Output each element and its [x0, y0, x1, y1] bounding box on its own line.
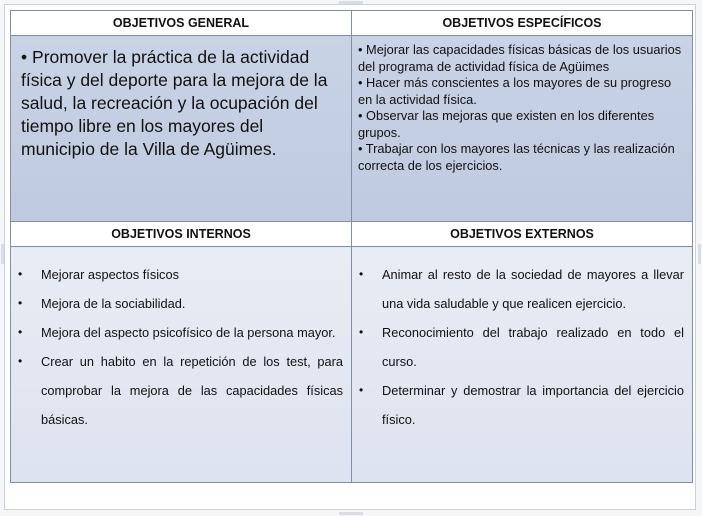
- resize-handle-top[interactable]: [339, 1, 363, 4]
- bullet-icon: •: [18, 325, 23, 339]
- cell-objetivos-especificos: [352, 36, 693, 222]
- general-objective-content: Promover la práctica de la actividad física y del deporte para la mejora de la salud, la recreación y la ocupación del tiempo libre en los mayores del municipio de la Villa de Agüimes.: [21, 47, 328, 159]
- list-item: • Mejorar las capacidades físicas básicas de los usuarios del programa de actividad física de Agüimes: [358, 42, 682, 74]
- list-item: • Mejorar aspectos físicos: [17, 260, 343, 289]
- bullet-icon: •: [359, 267, 364, 281]
- list-item: • Crear un habito en la repetición de los test, para comprobar la mejora de las capacidades físicas básicas.: [17, 347, 343, 434]
- bullet-icon: •: [359, 325, 364, 339]
- bullet-icon: •: [18, 296, 23, 310]
- cell-objetivos-externos: [352, 247, 693, 483]
- list-item: • Reconocimiento del trabajo realizado en todo el curso.: [358, 318, 684, 376]
- general-objective-text: [11, 36, 351, 161]
- header-objetivos-general: OBJETIVOS GENERAL: [11, 11, 352, 36]
- cell-objetivo-general: [11, 36, 352, 222]
- bullet-icon: •: [359, 383, 364, 397]
- list-item: • Mejora del aspecto psicofísico de la persona mayor.: [17, 318, 343, 347]
- header-objetivos-especificos: OBJETIVOS ESPECÍFICOS: [352, 11, 693, 36]
- list-item: • Trabajar con los mayores las técnicas y las realización correcta de los ejercicios.: [358, 141, 675, 173]
- list-item: • Mejora de la sociabilidad.: [17, 289, 343, 318]
- bullet-icon: •: [21, 47, 28, 67]
- resize-handle-right[interactable]: [698, 244, 701, 264]
- resize-handle-left[interactable]: [1, 244, 4, 264]
- internal-objectives-list: [11, 247, 351, 434]
- list-item: • Determinar y demostrar la importancia del ejercicio físico.: [358, 376, 684, 434]
- bullet-icon: •: [18, 354, 23, 368]
- cell-objetivos-internos: [11, 247, 352, 483]
- specific-objectives-list: [352, 36, 692, 174]
- resize-handle-bottom[interactable]: [339, 512, 363, 515]
- bullet-icon: •: [18, 267, 23, 281]
- header-objetivos-externos: OBJETIVOS EXTERNOS: [352, 222, 693, 247]
- list-item: • Hacer más conscientes a los mayores de su progreso en la actividad física.: [358, 75, 672, 107]
- list-item: • Animar al resto de la sociedad de mayores a llevar una vida saludable y que realicen ejercicio.: [358, 260, 684, 318]
- header-objetivos-internos: OBJETIVOS INTERNOS: [11, 222, 352, 247]
- external-objectives-list: [352, 247, 692, 434]
- objectives-table: [10, 10, 693, 483]
- list-item: • Observar las mejoras que existen en los diferentes grupos.: [358, 108, 655, 140]
